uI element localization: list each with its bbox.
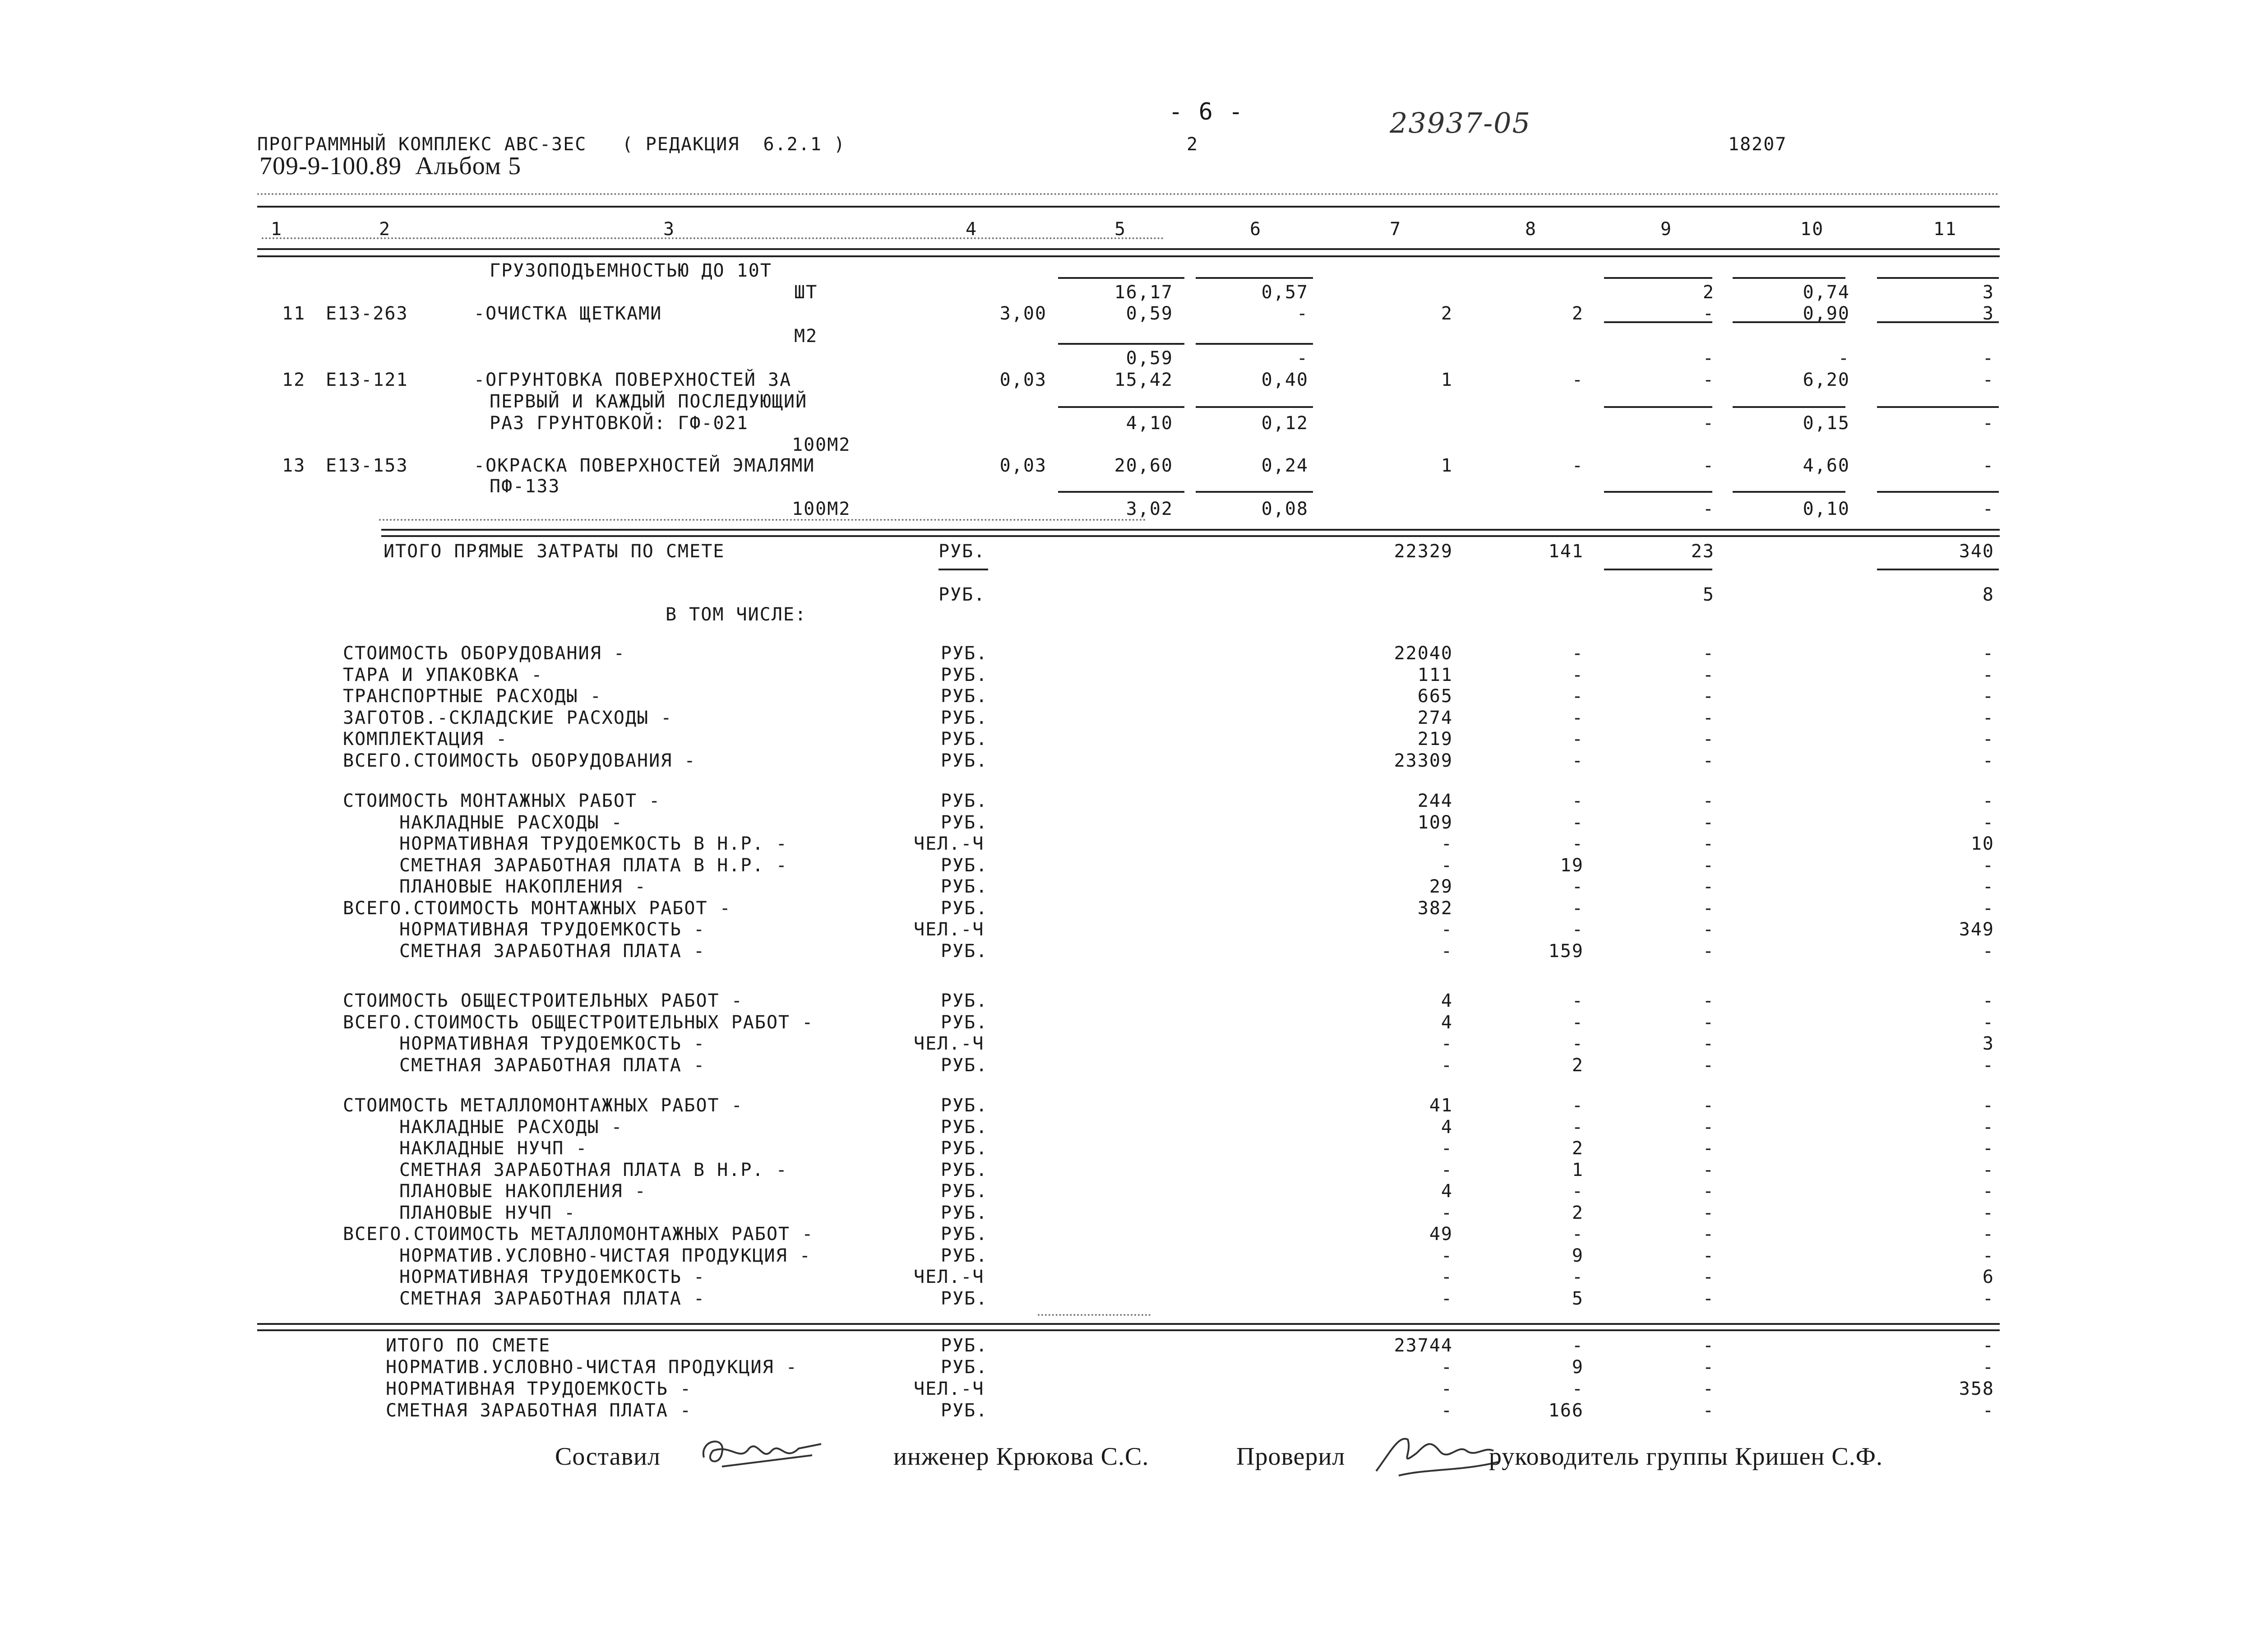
summary-row-label: ТАРА И УПАКОВКА - [343, 665, 543, 685]
summary-row-c7: 244 [1417, 791, 1453, 811]
summary-row-c9: - [1702, 1012, 1715, 1033]
sheet-number: 2 [1187, 134, 1199, 155]
header-rule-top [257, 206, 2000, 208]
project-line: 709-9-100.89 Альбом 5 [259, 152, 522, 180]
summary-row-unit: РУБ. [941, 686, 988, 707]
summary-row-unit: ЧЕЛ.-Ч [914, 919, 985, 940]
summary-row-label: НАКЛАДНЫЕ РАСХОДЫ - [399, 812, 623, 833]
summary-row-c9: - [1702, 1224, 1715, 1245]
summary-row-c7: - [1441, 919, 1453, 940]
item-12-c4: 0,03 [999, 370, 1047, 390]
summary-row-c7: 49 [1429, 1224, 1453, 1245]
summary-row-c9: - [1702, 919, 1715, 940]
header-rule-1 [257, 248, 2000, 250]
col-10: 10 [1800, 219, 1824, 240]
summary-row-c8: - [1572, 1033, 1584, 1054]
summary-row-unit: РУБ. [941, 1055, 988, 1076]
summary-row-unit: РУБ. [941, 1224, 988, 1245]
summary-row-unit: РУБ. [941, 750, 988, 771]
final-row-c7: - [1441, 1400, 1453, 1421]
summary-row-label: НОРМАТИВ.УСЛОВНО-ЧИСТАЯ ПРОДУКЦИЯ - [399, 1245, 811, 1266]
summary-row-unit: РУБ. [941, 1181, 988, 1202]
item-13-c9b: - [1702, 499, 1715, 519]
item-0-line-1: ГРУЗОПОДЪЕМНОСТЬЮ ДО 10Т [490, 260, 772, 281]
summary-row-c8: - [1572, 919, 1584, 940]
summary-row-c8: 5 [1572, 1288, 1584, 1309]
final-row-label: НОРМАТИВНАЯ ТРУДОЕМКОСТЬ - [386, 1379, 692, 1399]
summary-row-label: НАКЛАДНЫЕ НУЧП - [399, 1138, 588, 1159]
summary-row-c11: - [1982, 1055, 1994, 1076]
col-9: 9 [1660, 219, 1673, 240]
final-row-c8: - [1572, 1335, 1584, 1356]
header-dotted-rule [257, 193, 2000, 195]
summary-row-c11: - [1982, 812, 1994, 833]
checked-signature-icon [1372, 1426, 1507, 1485]
summary-row-c8: 9 [1572, 1245, 1584, 1266]
summary-row-label: СТОИМОСТЬ ОБЩЕСТРОИТЕЛЬНЫХ РАБОТ - [343, 990, 743, 1011]
final-row-c9: - [1702, 1400, 1715, 1421]
item-13-c8: - [1572, 455, 1584, 476]
summary-row-c11: - [1982, 941, 1994, 962]
summary-row-c7: 219 [1417, 729, 1453, 750]
col-11: 11 [1933, 219, 1957, 240]
total-direct-label: ИТОГО ПРЯМЫЕ ЗАТРАТЫ ПО СМЕТЕ [384, 541, 725, 562]
summary-row-c11: - [1982, 1245, 1994, 1266]
summary-row-c11: 3 [1982, 1033, 1994, 1054]
items-end-rule-1 [381, 529, 2000, 531]
item-12-c6: 0,40 [1261, 370, 1308, 390]
summary-row-c11: - [1982, 855, 1994, 876]
summary-row-c8: - [1572, 686, 1584, 707]
summary-row-label: СМЕТНАЯ ЗАРАБОТНАЯ ПЛАТА - [399, 941, 706, 962]
summary-row-label: СТОИМОСТЬ МОНТАЖНЫХ РАБОТ - [343, 791, 661, 811]
summary-row-unit: РУБ. [941, 855, 988, 876]
final-row-unit: ЧЕЛ.-Ч [914, 1379, 985, 1399]
summary-row-c7: 109 [1417, 812, 1453, 833]
summary-row-c8: - [1572, 1181, 1584, 1202]
summary-row-c7: 4 [1441, 1181, 1453, 1202]
final-row-c11: 358 [1959, 1379, 1994, 1399]
total-direct-c8: 141 [1548, 541, 1584, 562]
item-13-c6b: 0,08 [1261, 499, 1308, 519]
item-11-c7: 2 [1441, 303, 1453, 324]
item-12-name-3: РАЗ ГРУНТОВКОЙ: ГФ-021 [490, 413, 749, 434]
item-12-c6b: 0,12 [1261, 413, 1308, 434]
final-row-c7: - [1441, 1379, 1453, 1399]
summary-row-unit: РУБ. [941, 643, 988, 664]
summary-row-c11: - [1982, 791, 1994, 811]
summary-row-c9: - [1702, 750, 1715, 771]
summary-row-label: НОРМАТИВНАЯ ТРУДОЕМКОСТЬ - [399, 919, 706, 940]
summary-row-c11: - [1982, 990, 1994, 1011]
summary-row-c7: 4 [1441, 990, 1453, 1011]
summary-row-label: ВСЕГО.СТОИМОСТЬ ОБЩЕСТРОИТЕЛЬНЫХ РАБОТ - [343, 1012, 814, 1033]
summary-row-unit: РУБ. [941, 1095, 988, 1116]
summary-row-c7: 274 [1417, 708, 1453, 728]
item-13-name-1: -ОКРАСКА ПОВЕРХНОСТЕЙ ЭМАЛЯМИ [474, 455, 815, 476]
item-12-c11b: - [1982, 413, 1994, 434]
summary-row-c9: - [1702, 791, 1715, 811]
summary-row-c9: - [1702, 833, 1715, 854]
item-13-number: 13 [282, 455, 306, 476]
summary-row-c7: - [1441, 1267, 1453, 1287]
summary-row-c11: - [1982, 686, 1994, 707]
final-row-label: НОРМАТИВ.УСЛОВНО-ЧИСТАЯ ПРОДУКЦИЯ - [386, 1357, 798, 1378]
summary-row-label: СМЕТНАЯ ЗАРАБОТНАЯ ПЛАТА - [399, 1055, 706, 1076]
final-row-c7: 23744 [1394, 1335, 1453, 1356]
item-12-c5: 15,42 [1114, 370, 1173, 390]
summary-row-c8: - [1572, 833, 1584, 854]
col-1: 1 [271, 219, 283, 240]
col-7: 7 [1390, 219, 1402, 240]
summary-row-c11: - [1982, 750, 1994, 771]
item-11-c10b: - [1838, 348, 1850, 369]
code-number: 18207 [1728, 134, 1787, 155]
item-0-c10: 0,74 [1803, 282, 1850, 303]
final-row-label: СМЕТНАЯ ЗАРАБОТНАЯ ПЛАТА - [386, 1400, 692, 1421]
item-11-c6: - [1296, 303, 1308, 324]
checked-by: руководитель группы Кришен С.Ф. [1489, 1443, 1883, 1471]
final-row-label: ИТОГО ПО СМЕТЕ [386, 1335, 551, 1356]
summary-row-unit: ЧЕЛ.-Ч [914, 833, 985, 854]
summary-row-c9: - [1702, 1033, 1715, 1054]
item-12-number: 12 [282, 370, 306, 390]
item-13-c10b: 0,10 [1803, 499, 1850, 519]
summary-row-unit: РУБ. [941, 990, 988, 1011]
summary-row-c7: 665 [1417, 686, 1453, 707]
final-row-c11: - [1982, 1357, 1994, 1378]
document-number: 23937-05 [1390, 106, 1531, 139]
summary-row-c9: - [1702, 665, 1715, 685]
summary-row-c7: - [1441, 833, 1453, 854]
summary-row-c7: 111 [1417, 665, 1453, 685]
summary-row-c8: - [1572, 1224, 1584, 1245]
summary-row-c11: - [1982, 876, 1994, 897]
summary-row-c11: - [1982, 898, 1994, 919]
summary-row-unit: РУБ. [941, 708, 988, 728]
item-0-c5: 16,17 [1114, 282, 1173, 303]
in-that-number-label: В ТОМ ЧИСЛЕ: [666, 604, 807, 625]
final-row-c8: - [1572, 1379, 1584, 1399]
summary-row-c11: - [1982, 708, 1994, 728]
summary-row-label: СМЕТНАЯ ЗАРАБОТНАЯ ПЛАТА В Н.Р. - [399, 1160, 788, 1180]
item-13-c5b: 3,02 [1126, 499, 1173, 519]
summary-row-label: СТОИМОСТЬ МЕТАЛЛОМОНТАЖНЫХ РАБОТ - [343, 1095, 743, 1116]
item-11-number: 11 [282, 303, 306, 324]
summary-row-unit: РУБ. [941, 1012, 988, 1033]
summary-row-c11: 6 [1982, 1267, 1994, 1287]
summary-row-c8: 2 [1572, 1203, 1584, 1223]
summary-row-unit: РУБ. [941, 1245, 988, 1266]
col-2: 2 [379, 219, 391, 240]
item-13-c7: 1 [1441, 455, 1453, 476]
summary-row-c8: - [1572, 1012, 1584, 1033]
summary-row-c7: - [1441, 1055, 1453, 1076]
item-12-c10b: 0,15 [1803, 413, 1850, 434]
summary-row-c11: - [1982, 643, 1994, 664]
summary-row-unit: ЧЕЛ.-Ч [914, 1267, 985, 1287]
summary-row-c11: - [1982, 1181, 1994, 1202]
compiled-by: инженер Крюкова С.С. [893, 1443, 1149, 1471]
final-row-c8: 9 [1572, 1357, 1584, 1378]
final-row-unit: РУБ. [941, 1357, 988, 1378]
col-6: 6 [1250, 219, 1262, 240]
item-11-unit: М2 [794, 326, 818, 347]
summary-row-unit: РУБ. [941, 665, 988, 685]
total-direct-c7: 22329 [1394, 541, 1453, 562]
summary-row-c9: - [1702, 1117, 1715, 1138]
item-13-c10: 4,60 [1803, 455, 1850, 476]
summary-row-c8: - [1572, 1095, 1584, 1116]
final-row-c9: - [1702, 1379, 1715, 1399]
item-13-name-2: ПФ-133 [490, 476, 560, 497]
program-line: ПРОГРАММНЫЙ КОМПЛЕКС АВС-3ЕС ( РЕДАКЦИЯ 6.2.1 ) [257, 134, 846, 155]
total-direct-c11b: 8 [1982, 584, 1994, 605]
item-11-c11: 3 [1982, 303, 1994, 324]
summary-row-c11: - [1982, 665, 1994, 685]
summary-row-c11: - [1982, 1224, 1994, 1245]
summary-row-label: СМЕТНАЯ ЗАРАБОТНАЯ ПЛАТА - [399, 1288, 706, 1309]
item-11-code: Е13-263 [326, 303, 408, 324]
item-12-code: Е13-121 [326, 370, 408, 390]
item-13-c9: - [1702, 455, 1715, 476]
summary-row-label: ТРАНСПОРТНЫЕ РАСХОДЫ - [343, 686, 602, 707]
summary-row-unit: РУБ. [941, 1138, 988, 1159]
summary-row-c8: 159 [1548, 941, 1584, 962]
summary-row-c7: 23309 [1394, 750, 1453, 771]
col-row-dots [262, 237, 1164, 239]
summary-row-c9: - [1702, 1138, 1715, 1159]
checked-label: Проверил [1236, 1443, 1345, 1471]
summary-row-unit: РУБ. [941, 1288, 988, 1309]
item-0-unit: ШТ [794, 282, 818, 303]
summary-row-c9: - [1702, 855, 1715, 876]
summary-row-c8: - [1572, 990, 1584, 1011]
item-11-c5: 0,59 [1126, 303, 1173, 324]
summary-row-c8: - [1572, 1117, 1584, 1138]
summary-row-label: НОРМАТИВНАЯ ТРУДОЕМКОСТЬ - [399, 1033, 706, 1054]
final-totals-rule-1 [257, 1323, 2000, 1325]
summary-row-c9: - [1702, 1245, 1715, 1266]
summary-row-unit: РУБ. [941, 876, 988, 897]
summary-row-c8: - [1572, 1267, 1584, 1287]
summary-row-unit: РУБ. [941, 1117, 988, 1138]
summary-row-unit: РУБ. [941, 729, 988, 750]
item-0-c9: 2 [1702, 282, 1715, 303]
summary-row-c9: - [1702, 812, 1715, 833]
summary-row-c7: - [1441, 941, 1453, 962]
summary-row-c11: - [1982, 1203, 1994, 1223]
total-direct-unit-2: РУБ. [938, 584, 986, 605]
summary-row-label: ПЛАНОВЫЕ НУЧП - [399, 1203, 576, 1223]
final-row-unit: РУБ. [941, 1400, 988, 1421]
summary-row-c8: 2 [1572, 1055, 1584, 1076]
summary-row-label: НАКЛАДНЫЕ РАСХОДЫ - [399, 1117, 623, 1138]
summary-row-c7: 41 [1429, 1095, 1453, 1116]
total-direct-unit: РУБ. [938, 541, 986, 562]
item-12-c8: - [1572, 370, 1584, 390]
summary-row-c7: - [1441, 1245, 1453, 1266]
final-row-c9: - [1702, 1357, 1715, 1378]
summary-row-c7: - [1441, 855, 1453, 876]
final-row-c11: - [1982, 1400, 1994, 1421]
summary-row-c8: 1 [1572, 1160, 1584, 1180]
item-13-c4: 0,03 [999, 455, 1047, 476]
summary-row-c9: - [1702, 876, 1715, 897]
item-12-c11: - [1982, 370, 1994, 390]
item-11-c10: 0,90 [1803, 303, 1850, 324]
summary-row-c7: 4 [1441, 1117, 1453, 1138]
summary-row-c9: - [1702, 1181, 1715, 1202]
summary-row-label: КОМПЛЕКТАЦИЯ - [343, 729, 508, 750]
summary-row-label: НОРМАТИВНАЯ ТРУДОЕМКОСТЬ В Н.Р. - [399, 833, 788, 854]
summary-row-c9: - [1702, 686, 1715, 707]
summary-row-label: ЗАГОТОВ.-СКЛАДСКИЕ РАСХОДЫ - [343, 708, 673, 728]
summary-row-c7: - [1441, 1160, 1453, 1180]
summary-row-label: НОРМАТИВНАЯ ТРУДОЕМКОСТЬ - [399, 1267, 706, 1287]
final-row-c8: 166 [1548, 1400, 1584, 1421]
item-13-unit: 100М2 [792, 499, 851, 519]
summary-row-label: ПЛАНОВЫЕ НАКОПЛЕНИЯ - [399, 876, 647, 897]
summary-row-label: СМЕТНАЯ ЗАРАБОТНАЯ ПЛАТА В Н.Р. - [399, 855, 788, 876]
item-11-c9b: - [1702, 348, 1715, 369]
summary-row-c7: - [1441, 1288, 1453, 1309]
summary-row-c8: - [1572, 812, 1584, 833]
final-row-c11: - [1982, 1335, 1994, 1356]
summary-row-c9: - [1702, 1055, 1715, 1076]
summary-row-c9: - [1702, 1267, 1715, 1287]
summary-row-c7: - [1441, 1033, 1453, 1054]
item-12-c10: 6,20 [1803, 370, 1850, 390]
summary-row-c11: - [1982, 1288, 1994, 1309]
col-8: 8 [1525, 219, 1537, 240]
summary-row-c8: 2 [1572, 1138, 1584, 1159]
summary-row-c9: - [1702, 729, 1715, 750]
summary-row-c8: - [1572, 876, 1584, 897]
summary-row-unit: РУБ. [941, 791, 988, 811]
col-4: 4 [966, 219, 978, 240]
header-rule-2 [257, 255, 2000, 257]
final-row-c7: - [1441, 1357, 1453, 1378]
summary-row-c9: - [1702, 1160, 1715, 1180]
col-3: 3 [663, 219, 675, 240]
item-13-c5: 20,60 [1114, 455, 1173, 476]
summary-row-unit: ЧЕЛ.-Ч [914, 1033, 985, 1054]
summary-row-c7: 4 [1441, 1012, 1453, 1033]
summary-row-c8: - [1572, 898, 1584, 919]
item-13-c11b: - [1982, 499, 1994, 519]
item-13-c11: - [1982, 455, 1994, 476]
final-totals-rule-2 [257, 1329, 2000, 1331]
summary-row-label: ВСЕГО.СТОИМОСТЬ МОНТАЖНЫХ РАБОТ - [343, 898, 731, 919]
item-12-unit: 100М2 [792, 435, 851, 455]
items-end-rule-2 [381, 535, 2000, 537]
summary-row-unit: РУБ. [941, 898, 988, 919]
item-11-c5b: 0,59 [1126, 348, 1173, 369]
summary-row-unit: РУБ. [941, 941, 988, 962]
item-12-name-1: -ОГРУНТОВКА ПОВЕРХНОСТЕЙ ЗА [474, 370, 792, 390]
item-12-name-2: ПЕРВЫЙ И КАЖДЫЙ ПОСЛЕДУЮЩИЙ [490, 391, 808, 412]
item-0-c6: 0,57 [1261, 282, 1308, 303]
summary-row-unit: РУБ. [941, 1203, 988, 1223]
item-12-c5b: 4,10 [1126, 413, 1173, 434]
item-11-c8: 2 [1572, 303, 1584, 324]
item-11-c4: 3,00 [999, 303, 1047, 324]
summary-row-c9: - [1702, 1203, 1715, 1223]
summary-row-c8: - [1572, 729, 1584, 750]
summary-row-c7: - [1441, 1138, 1453, 1159]
item-11-name: -ОЧИСТКА ЩЕТКАМИ [474, 303, 662, 324]
item-12-c9: - [1702, 370, 1715, 390]
item-0-c11: 3 [1982, 282, 1994, 303]
summary-row-c8: - [1572, 643, 1584, 664]
item-11-c6b: - [1296, 348, 1308, 369]
total-direct-c9b: 5 [1702, 584, 1715, 605]
summary-row-c8: - [1572, 708, 1584, 728]
final-row-c9: - [1702, 1335, 1715, 1356]
compiled-signature-icon [695, 1430, 830, 1480]
item-11-c9: - [1702, 303, 1715, 324]
col-5: 5 [1114, 219, 1127, 240]
item-12-c7: 1 [1441, 370, 1453, 390]
summary-row-label: ПЛАНОВЫЕ НАКОПЛЕНИЯ - [399, 1181, 647, 1202]
summary-row-c11: - [1982, 729, 1994, 750]
summary-row-c9: - [1702, 1095, 1715, 1116]
summary-row-c11: 349 [1959, 919, 1994, 940]
summary-row-c8: - [1572, 791, 1584, 811]
summary-row-c7: 382 [1417, 898, 1453, 919]
summary-row-c11: - [1982, 1012, 1994, 1033]
summary-row-c9: - [1702, 643, 1715, 664]
summary-row-c9: - [1702, 898, 1715, 919]
summary-row-c11: - [1982, 1138, 1994, 1159]
summary-row-c9: - [1702, 941, 1715, 962]
total-direct-c11: 340 [1959, 541, 1994, 562]
summary-row-c9: - [1702, 1288, 1715, 1309]
summary-row-c11: - [1982, 1117, 1994, 1138]
summary-row-c11: 10 [1970, 833, 1994, 854]
final-row-unit: РУБ. [941, 1335, 988, 1356]
summary-row-c8: - [1572, 665, 1584, 685]
summary-row-c9: - [1702, 990, 1715, 1011]
item-12-c9b: - [1702, 413, 1715, 434]
summary-row-c11: - [1982, 1095, 1994, 1116]
summary-row-c8: - [1572, 750, 1584, 771]
compiled-label: Составил [555, 1443, 661, 1471]
summary-row-label: СТОИМОСТЬ ОБОРУДОВАНИЯ - [343, 643, 625, 664]
item-13-c6: 0,24 [1261, 455, 1308, 476]
item-13-code: Е13-153 [326, 455, 408, 476]
summary-row-c9: - [1702, 708, 1715, 728]
summary-row-label: ВСЕГО.СТОИМОСТЬ МЕТАЛЛОМОНТАЖНЫХ РАБОТ - [343, 1224, 814, 1245]
page-number: - 6 - [1169, 98, 1244, 125]
summary-row-c7: 29 [1429, 876, 1453, 897]
summary-row-unit: РУБ. [941, 812, 988, 833]
summary-row-c8: 19 [1560, 855, 1584, 876]
summary-row-label: ВСЕГО.СТОИМОСТЬ ОБОРУДОВАНИЯ - [343, 750, 696, 771]
summary-row-c7: - [1441, 1203, 1453, 1223]
total-direct-c9: 23 [1691, 541, 1715, 562]
item-11-c11b: - [1982, 348, 1994, 369]
summary-row-c7: 22040 [1394, 643, 1453, 664]
summary-row-c11: - [1982, 1160, 1994, 1180]
summary-row-unit: РУБ. [941, 1160, 988, 1180]
